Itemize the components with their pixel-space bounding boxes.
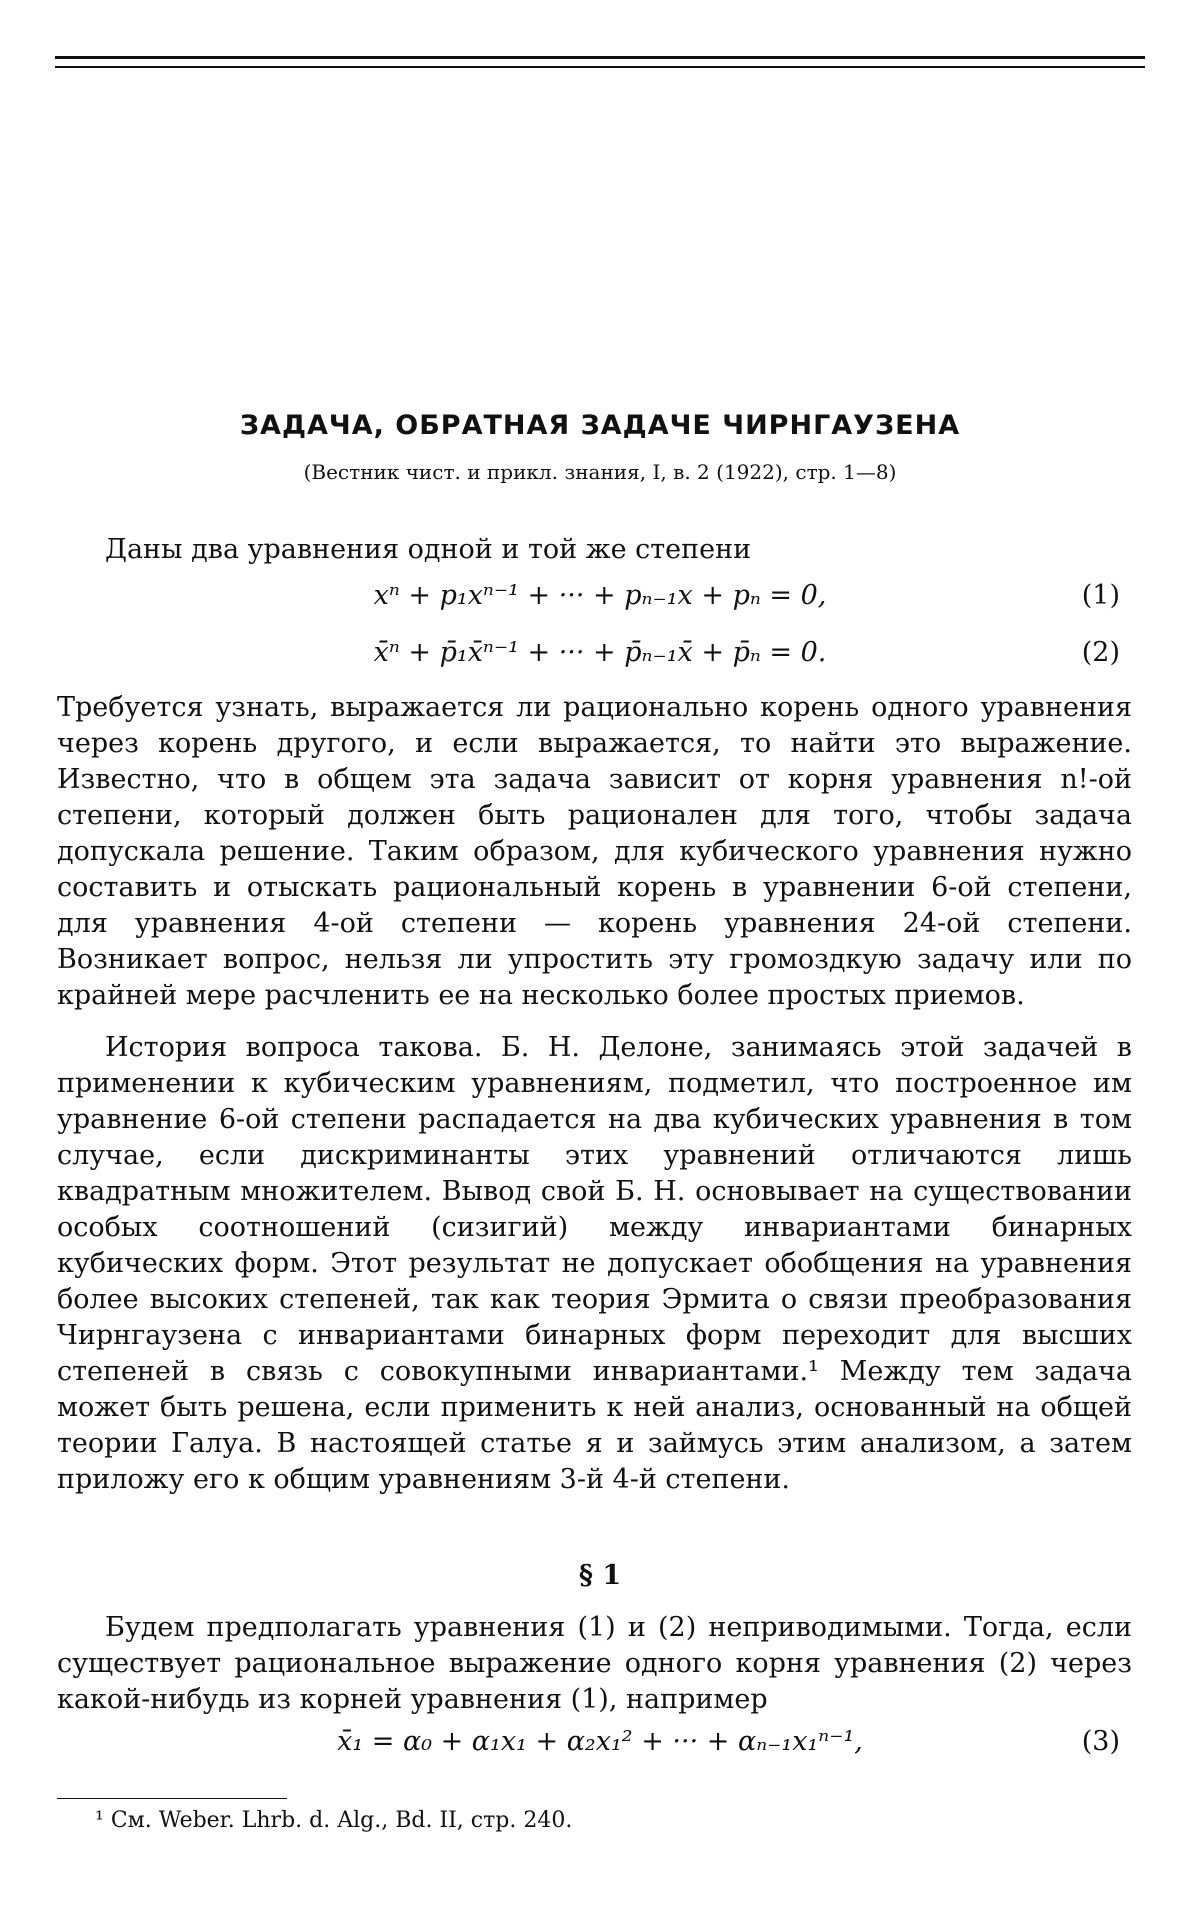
equation-3-number: (3) — [1081, 1726, 1120, 1757]
equation-1-formula: xⁿ + p₁xⁿ⁻¹ + ··· + pₙ₋₁x + pₙ = 0, — [373, 580, 827, 611]
footnote: ¹ См. Weber. Lhrb. d. Alg., Bd. II, стр. 240. — [95, 1808, 573, 1833]
intro-line: Даны два уравнения одной и той же степени — [105, 534, 752, 565]
top-rule — [55, 56, 1145, 59]
paragraph-1: Требуется узнать, выражается ли рационально корень одного уравнения через корень другого, и если выражается, то найти это выражение. Известно, что в общем эта задача зависит от корня уравнения n!-ой степени, который должен быть рационален для того, чтобы задача допускала решение. Таким образом, для кубического уравнения нужно составить и отыскать рациональный корень в уравнении 6-ой степени, для уравнения 4-ой степени — корень уравнения 24-ой степени. Возникает вопрос, нельзя ли упростить эту громоздкую задачу или по крайней мере расчленить ее на несколько более простых приемов. — [57, 692, 1132, 1011]
equation-2-number: (2) — [1081, 637, 1120, 668]
equation-1-number: (1) — [1081, 580, 1120, 611]
equation-2-formula: x̄ⁿ + p̄₁x̄ⁿ⁻¹ + ··· + p̄ₙ₋₁x̄ + p̄ₙ = 0. — [373, 637, 827, 668]
article-title: ЗАДАЧА, ОБРАТНАЯ ЗАДАЧЕ ЧИРНГАУЗЕНА — [239, 410, 961, 441]
top-rule-secondary — [55, 66, 1145, 68]
equation-3-formula: x̄₁ = α₀ + α₁x₁ + α₂x₁² + ··· + αₙ₋₁x₁ⁿ⁻¹, — [337, 1726, 863, 1757]
paragraph-2: История вопроса такова. Б. Н. Делоне, занимаясь этой задачей в применении к кубическим уравнениям, подметил, что построенное им уравнение 6-ой степени распадается на два кубических уравнения в том случае, если дискриминанты этих уравнений отличаются лишь квадратным множителем. Вывод свой Б. Н. основывает на существовании особых соотношений (сизигий) между инвариантами бинарных кубических форм. Этот результат не допускает обобщения на уравнения более высоких степеней, так как теория Эрмита о связи преобразования Чирнгаузена с инвариантами бинарных форм переходит для высших степеней в связь с совокупными инвариантами.¹ Между тем задача может быть решена, если применить к ней анализ, основанный на общей теории Галуа. В настоящей статье я и займусь этим анализом, а затем приложу его к общим уравнениям 3-й 4-й степени. — [57, 1032, 1132, 1495]
footnote-rule — [57, 1798, 287, 1799]
paragraph-3: Будем предполагать уравнения (1) и (2) неприводимыми. Тогда, если существует рациональное выражение одного корня уравнения (2) через какой-нибудь из корней уравнения (1), например — [57, 1612, 1132, 1715]
article-source: (Вестник чист. и прикл. знания, I, в. 2 (1922), стр. 1—8) — [303, 460, 897, 484]
section-heading: § 1 — [578, 1560, 622, 1591]
